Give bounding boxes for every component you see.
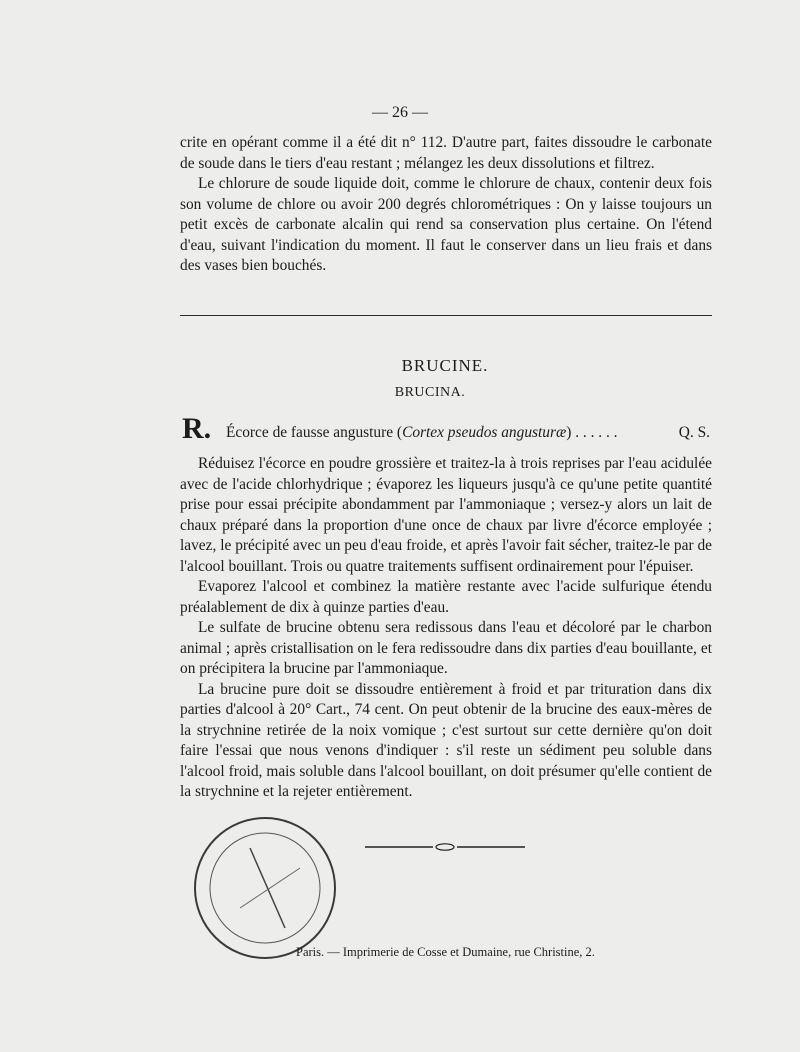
recipe-quantity: Q. S. [678,424,710,441]
section-title: BRUCINE. [401,356,489,375]
body-paragraph-3: Le sulfate de brucine obtenu sera redissous dans l'eau et décoloré par le charbon animal ; après cristallisation on le fera redissoudre dans dix parties d'eau bouillante, et on précipitera la brucine par l'ammoniaque. [180,619,712,677]
ornament-rule [365,842,525,852]
recipe-ingredient [226,424,618,442]
intro-paragraph-2: Le chlorure de soude liquide doit, comme le chlorure de chaux, contenir deux fois son volume de chlore ou avoir 200 degrés chlorométriques : On y laisse toujours un petit excès de carbonate alcalin qui rend sa conservation plus certaine. On l'étend d'eau, suivant l'indication du moment. Il faut le conserver dans un lieu frais et dans des vases bien bouchés. [180,175,712,274]
body-text [180,454,712,803]
page-number: — 26 — [372,104,428,121]
body-paragraph-1: Réduisez l'écorce en poudre grossière et traitez-la à trois reprises par l'eau acidulée avec de l'acide chlorhydrique ; évaporez les liqueurs jusqu'à ce qu'une petite quantité prise pour essai précipite abondamment par l'ammoniaque ; versez-y alors un lait de chaux préparé dans la proportion d'une once de chaux par livre d'écorce employée ; lavez, le précipité avec un peu d'eau froide, et après l'avoir fait sécher, traitez-le par de l'alcool bouillant. Trois ou quatre traitements suffisent ordinairement pour l'épuiser. [180,455,712,575]
section-divider [180,315,712,316]
body-paragraph-4: La brucine pure doit se dissoudre entièrement à froid et par trituration dans dix parties d'alcool à 20° Cart., 74 cent. On peut obtenir de la brucine des eaux-mères de la strychnine retirée de la noix vomique ; c'est surtout sur cette dernière qu'on doit faire l'essai que nous venons d'indiquer : s'il reste un sédiment peu soluble dans l'alcool froid, mais soluble dans l'alcool bouillant, on doit présumer qu'elle contient de la strychnine et la rejeter entièrement. [180,680,712,800]
section-subtitle: BRUCINA. [394,385,466,400]
intro-paragraph-1: crite en opérant comme il a été dit n° 112. D'autre part, faites dissoudre le carbonate de soude dans le tiers d'eau restant ; mélangez les deux dissolutions et filtrez. [180,134,712,172]
printer-imprint: Paris. — Imprimerie de Cosse et Dumaine, rue Christine, 2. [296,945,595,959]
recipe-suffix: ) . . . . . . [566,424,618,441]
intro-text [180,133,712,277]
recipe-prefix: Écorce de fausse angusture ( [226,424,403,441]
library-stamp [190,808,340,968]
body-paragraph-2: Evaporez l'alcool et combinez la matière restante avec l'acide sulfurique étendu préalablement de dix à quinze parties d'eau. [180,578,712,616]
recipe-line [182,412,714,446]
recipe-latin-name: Cortex pseudos angusturæ [402,424,567,441]
recipe-symbol: R. [182,412,212,445]
